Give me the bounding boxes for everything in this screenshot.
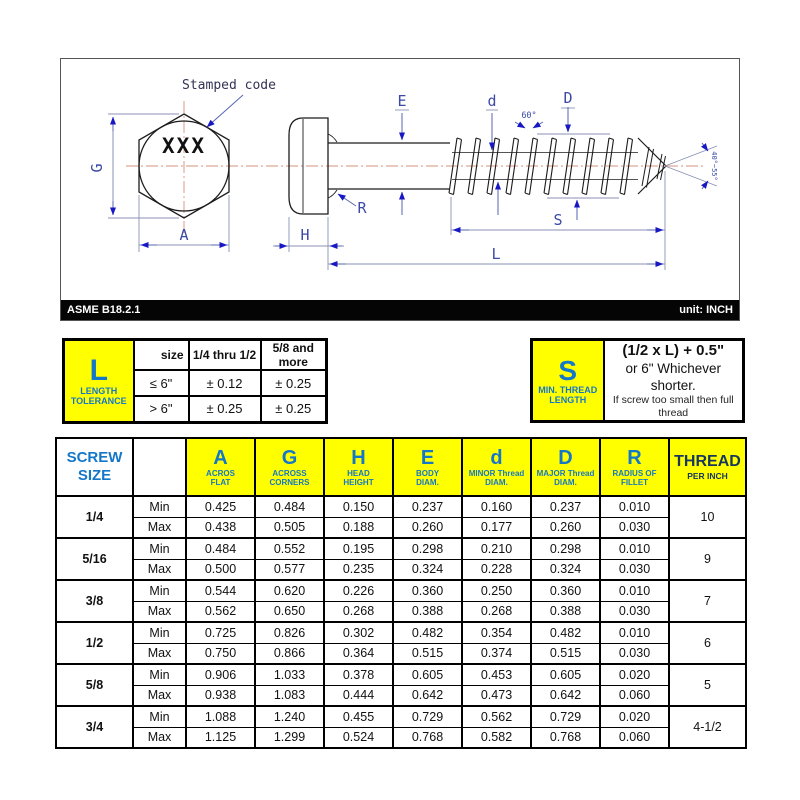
spec-row-min xyxy=(56,496,746,517)
value-cell: 0.030 xyxy=(600,517,669,538)
l-key-letter: L xyxy=(89,353,108,387)
value-cell: 0.605 xyxy=(393,664,462,685)
value-cell: 0.577 xyxy=(255,559,324,580)
value-cell: 0.729 xyxy=(393,706,462,727)
value-cell: 0.354 xyxy=(462,622,531,643)
spec-row-max xyxy=(56,559,746,580)
corner-header xyxy=(56,438,133,496)
standard-label: ASME B18.2.1 xyxy=(67,304,141,316)
col-sub1: HEAD xyxy=(347,468,370,478)
value-cell: 0.482 xyxy=(531,622,600,643)
value-cell: 0.562 xyxy=(462,706,531,727)
col-sub1: BODY xyxy=(415,468,440,478)
s-formula-note-2: If screw too small then full thread xyxy=(612,394,734,419)
value-cell: 0.544 xyxy=(186,580,255,601)
min-label-cell: Min xyxy=(133,580,186,601)
screw-size-cell: 1/2 xyxy=(56,622,133,664)
value-cell: 0.453 xyxy=(462,664,531,685)
max-label-cell: Max xyxy=(133,601,186,622)
max-label-cell: Max xyxy=(133,559,186,580)
screw-size-cell: 5/16 xyxy=(56,538,133,580)
corner-line-1: SCREW xyxy=(66,449,123,466)
value-cell: 0.188 xyxy=(324,517,393,538)
value-cell: 0.235 xyxy=(324,559,393,580)
col-sub1: ACROS xyxy=(206,468,235,478)
value-cell: 1.240 xyxy=(255,706,324,727)
l-header-col1: 1/4 thru 1/2 xyxy=(189,340,261,371)
l-key-cell xyxy=(64,340,134,423)
value-cell: 0.260 xyxy=(393,517,462,538)
unit-label: unit: INCH xyxy=(679,304,733,316)
min-label-cell: Min xyxy=(133,496,186,517)
threads-per-inch-cell: 6 xyxy=(669,622,746,664)
col-sub1: RADIUS OF xyxy=(612,468,657,478)
l-row-size: ≤ 6" xyxy=(134,370,189,396)
value-cell: 0.237 xyxy=(393,496,462,517)
spec-row-max xyxy=(56,517,746,538)
dim-label-a: A xyxy=(179,226,189,244)
col-header-e xyxy=(393,438,462,496)
dim-label-d-minor: d xyxy=(487,92,497,110)
l-row-size: > 6" xyxy=(134,396,189,422)
spec-row-max xyxy=(56,601,746,622)
s-key-caption-1: MIN. THREAD xyxy=(538,384,598,395)
value-cell: 0.438 xyxy=(186,517,255,538)
value-cell: 0.060 xyxy=(600,727,669,748)
min-label-cell: Min xyxy=(133,664,186,685)
l-header-size: size xyxy=(134,340,189,371)
value-cell: 0.484 xyxy=(255,496,324,517)
l-row-tol2: ± 0.25 xyxy=(261,370,327,396)
value-cell: 0.302 xyxy=(324,622,393,643)
value-cell: 0.010 xyxy=(600,538,669,559)
value-cell: 0.866 xyxy=(255,643,324,664)
value-cell: 1.033 xyxy=(255,664,324,685)
s-formula: (1/2 x L) + 0.5" xyxy=(622,342,725,359)
spec-row-min xyxy=(56,622,746,643)
dim-label-h: H xyxy=(300,226,310,244)
value-cell: 0.906 xyxy=(186,664,255,685)
thread-angle-label: 60° xyxy=(521,111,537,121)
l-header-col2: 5/8 and more xyxy=(261,340,327,371)
value-cell: 1.125 xyxy=(186,727,255,748)
min-thread-length-table xyxy=(530,338,745,423)
value-cell: 0.060 xyxy=(600,685,669,706)
value-cell: 0.650 xyxy=(255,601,324,622)
value-cell: 0.030 xyxy=(600,559,669,580)
col-sub1: MINOR Thread xyxy=(468,468,525,478)
value-cell: 0.582 xyxy=(462,727,531,748)
col-header-d-major xyxy=(531,438,600,496)
value-cell: 0.388 xyxy=(531,601,600,622)
value-cell: 0.360 xyxy=(531,580,600,601)
value-cell: 0.826 xyxy=(255,622,324,643)
dim-label-g: G xyxy=(88,163,106,173)
screw-size-cell: 1/4 xyxy=(56,496,133,538)
value-cell: 0.444 xyxy=(324,685,393,706)
value-cell: 0.729 xyxy=(531,706,600,727)
value-cell: 0.605 xyxy=(531,664,600,685)
value-cell: 0.500 xyxy=(186,559,255,580)
col-sub2: FLAT xyxy=(210,477,231,487)
value-cell: 0.268 xyxy=(462,601,531,622)
max-label-cell: Max xyxy=(133,685,186,706)
col-sub2: FILLET xyxy=(620,477,649,487)
dim-label-r: R xyxy=(357,199,367,217)
value-cell: 0.010 xyxy=(600,622,669,643)
value-cell: 0.750 xyxy=(186,643,255,664)
dim-label-d-major: D xyxy=(563,89,573,107)
col-letter: H xyxy=(351,446,366,469)
screw-size-cell: 3/8 xyxy=(56,580,133,622)
threads-per-inch-cell: 4-1/2 xyxy=(669,706,746,748)
s-formula-note: or 6" Whichever shorter. xyxy=(625,361,722,393)
value-cell: 0.010 xyxy=(600,496,669,517)
value-cell: 0.010 xyxy=(600,580,669,601)
value-cell: 0.298 xyxy=(531,538,600,559)
s-key-cell xyxy=(532,340,604,422)
value-cell: 0.226 xyxy=(324,580,393,601)
col-header-r xyxy=(600,438,669,496)
max-label-cell: Max xyxy=(133,727,186,748)
blank-header xyxy=(133,438,186,496)
value-cell: 0.642 xyxy=(531,685,600,706)
screw-dimensions-table xyxy=(55,437,747,749)
s-formula-cell xyxy=(604,340,744,422)
min-label-cell: Min xyxy=(133,622,186,643)
value-cell: 0.388 xyxy=(393,601,462,622)
value-cell: 0.030 xyxy=(600,643,669,664)
col-letter: D xyxy=(558,446,573,469)
value-cell: 0.030 xyxy=(600,601,669,622)
value-cell: 0.177 xyxy=(462,517,531,538)
value-cell: 0.515 xyxy=(393,643,462,664)
value-cell: 0.515 xyxy=(531,643,600,664)
value-cell: 0.524 xyxy=(324,727,393,748)
point-angle-label: 40°~55° xyxy=(710,151,718,181)
value-cell: 0.020 xyxy=(600,664,669,685)
value-cell: 0.324 xyxy=(531,559,600,580)
value-cell: 0.298 xyxy=(393,538,462,559)
spec-row-max xyxy=(56,685,746,706)
threads-per-inch-cell: 10 xyxy=(669,496,746,538)
col-sub1: MAJOR Thread xyxy=(536,468,595,478)
value-cell: 0.425 xyxy=(186,496,255,517)
thread-title: THREAD xyxy=(674,453,741,470)
value-cell: 0.374 xyxy=(462,643,531,664)
threads-per-inch-cell: 7 xyxy=(669,580,746,622)
dim-label-l: L xyxy=(491,245,501,263)
value-cell: 0.195 xyxy=(324,538,393,559)
value-cell: 0.237 xyxy=(531,496,600,517)
value-cell: 0.250 xyxy=(462,580,531,601)
value-cell: 0.360 xyxy=(393,580,462,601)
col-sub1: ACROSS xyxy=(272,468,307,478)
dim-label-s: S xyxy=(553,211,563,229)
spec-row-min xyxy=(56,580,746,601)
l-key-caption-1: LENGTH xyxy=(80,385,118,396)
col-header-a xyxy=(186,438,255,496)
spec-row-max xyxy=(56,643,746,664)
value-cell: 0.552 xyxy=(255,538,324,559)
spec-row-min xyxy=(56,538,746,559)
value-cell: 0.260 xyxy=(531,517,600,538)
threads-per-inch-cell: 9 xyxy=(669,538,746,580)
value-cell: 0.160 xyxy=(462,496,531,517)
min-label-cell: Min xyxy=(133,706,186,727)
s-key-caption-2: LENGTH xyxy=(549,394,587,405)
l-row-tol1: ± 0.25 xyxy=(189,396,261,422)
spec-row-min xyxy=(56,706,746,727)
value-cell: 0.228 xyxy=(462,559,531,580)
value-cell: 1.083 xyxy=(255,685,324,706)
value-cell: 1.088 xyxy=(186,706,255,727)
value-cell: 0.484 xyxy=(186,538,255,559)
spec-row-min xyxy=(56,664,746,685)
screw-size-cell: 5/8 xyxy=(56,664,133,706)
col-letter: E xyxy=(420,446,435,469)
value-cell: 0.768 xyxy=(531,727,600,748)
max-label-cell: Max xyxy=(133,517,186,538)
stamped-code-callout: Stamped code xyxy=(182,78,276,93)
col-letter: G xyxy=(281,446,298,469)
screw-size-cell: 3/4 xyxy=(56,706,133,748)
centerlines xyxy=(126,101,706,233)
spec-table-body xyxy=(56,496,746,748)
col-sub2: DIAM. xyxy=(554,477,577,487)
max-label-cell: Max xyxy=(133,643,186,664)
col-letter: A xyxy=(213,446,228,469)
title-bar xyxy=(61,300,739,320)
col-sub2: DIAM. xyxy=(416,477,439,487)
value-cell: 0.210 xyxy=(462,538,531,559)
col-header-h xyxy=(324,438,393,496)
value-cell: 0.562 xyxy=(186,601,255,622)
value-cell: 0.324 xyxy=(393,559,462,580)
l-row-tol2: ± 0.25 xyxy=(261,396,327,422)
stamped-code-text: XXX xyxy=(162,134,206,158)
value-cell: 0.150 xyxy=(324,496,393,517)
value-cell: 0.473 xyxy=(462,685,531,706)
threads-per-inch-cell: 5 xyxy=(669,664,746,706)
value-cell: 0.364 xyxy=(324,643,393,664)
col-letter: d xyxy=(490,446,503,469)
s-key-letter: S xyxy=(558,354,578,386)
drawing-frame xyxy=(60,58,740,321)
thread-sub: PER INCH xyxy=(687,471,728,481)
col-sub2: CORNERS xyxy=(269,477,310,487)
col-header-g xyxy=(255,438,324,496)
value-cell: 0.378 xyxy=(324,664,393,685)
value-cell: 0.725 xyxy=(186,622,255,643)
col-sub2: DIAM. xyxy=(485,477,508,487)
l-row-tol1: ± 0.12 xyxy=(189,370,261,396)
col-sub2: HEIGHT xyxy=(343,477,374,487)
value-cell: 0.268 xyxy=(324,601,393,622)
value-cell: 0.938 xyxy=(186,685,255,706)
value-cell: 0.482 xyxy=(393,622,462,643)
col-header-d-minor xyxy=(462,438,531,496)
value-cell: 0.455 xyxy=(324,706,393,727)
spec-header-row xyxy=(56,438,746,496)
spec-row-max xyxy=(56,727,746,748)
min-label-cell: Min xyxy=(133,538,186,559)
value-cell: 0.620 xyxy=(255,580,324,601)
length-tolerance-table xyxy=(62,338,328,424)
corner-line-2: SIZE xyxy=(77,467,112,484)
value-cell: 0.505 xyxy=(255,517,324,538)
col-header-thread xyxy=(669,438,746,496)
value-cell: 0.020 xyxy=(600,706,669,727)
value-cell: 1.299 xyxy=(255,727,324,748)
value-cell: 0.768 xyxy=(393,727,462,748)
l-key-caption-2: TOLERANCE xyxy=(70,395,127,406)
lag-screw-drawing xyxy=(61,59,739,300)
dim-label-e: E xyxy=(397,92,407,110)
col-letter: R xyxy=(627,446,642,469)
value-cell: 0.642 xyxy=(393,685,462,706)
